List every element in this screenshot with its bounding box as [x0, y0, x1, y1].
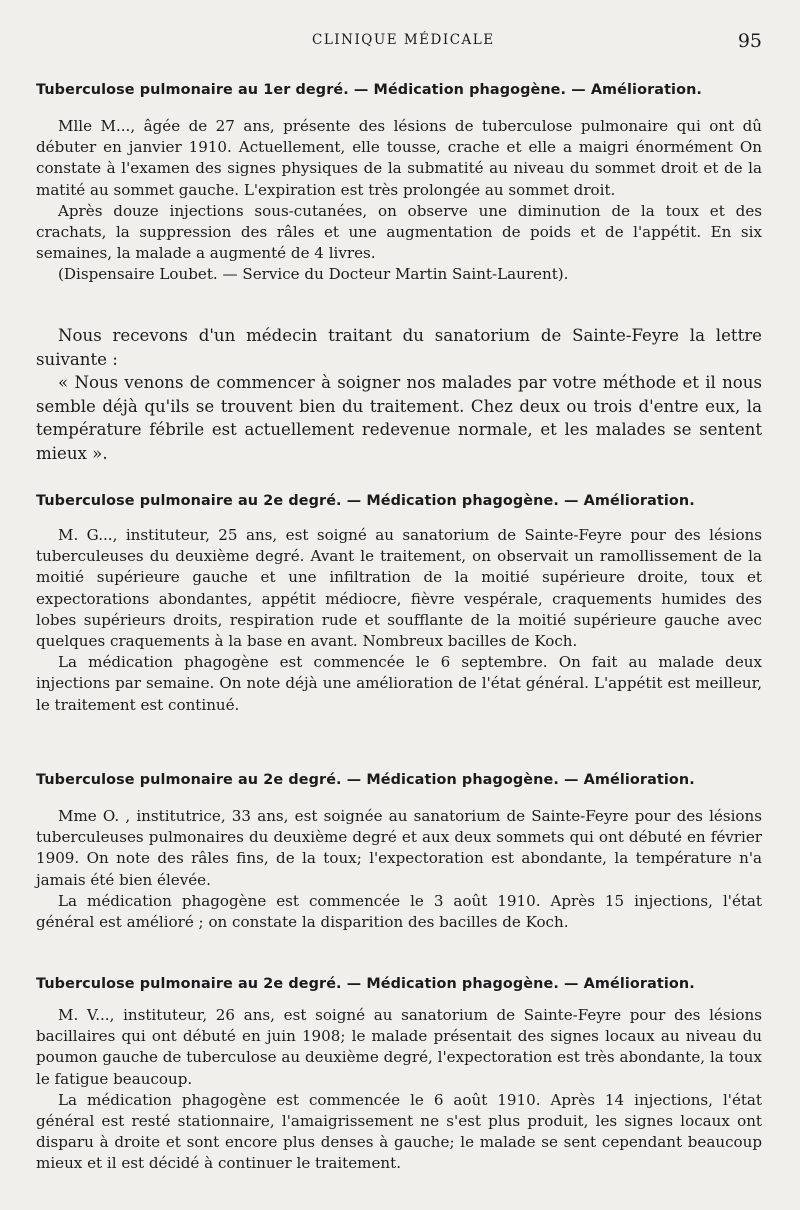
case-3-heading: Tuberculose pulmonaire au 2e degré. — Médication phagogène. — Amélioration.: [36, 772, 695, 788]
case-1-source: (Dispensaire Loubet. — Service du Docteur Martin Saint-Laurent).: [58, 265, 569, 284]
case-3: [36, 770, 762, 791]
letter-section: [36, 324, 762, 466]
running-head: [0, 30, 800, 54]
case-4-body: [36, 1005, 762, 1175]
case-3-body: [36, 806, 762, 933]
case-1-body: [36, 116, 762, 286]
case-4-paragraph-1: M. V..., instituteur, 26 ans, est soigné au sanatorium de Sainte-Feyre pour des lésions bacillaires qui ont débuté en juin 1908; le malade présentait des signes locaux au niveau du poumon gauche de tuberculose au deuxième degré, l'expectoration est très abondante, la toux le fatigue beaucoup.: [36, 1006, 762, 1088]
case-3-paragraph-1: Mme O. , institutrice, 33 ans, est soignée au sanatorium de Sainte-Feyre pour des lésions tuberculeuses pulmonaires du deuxième degré et aux deux sommets qui ont débuté en février 1909. On note des râles fins, de la toux; l'expectoration est abondante, la température n'a jamais été bien élevée.: [36, 807, 762, 889]
case-1-paragraph-2: Après douze injections sous-cutanées, on observe une diminution de la toux et des crachats, la suppression des râles et une augmentation de poids et de l'appétit. En six semaines, la malade a augmenté de 4 livres.: [36, 201, 762, 263]
letter-intro: Nous recevons d'un médecin traitant du sanatorium de Sainte-Feyre la lettre suivante :: [36, 326, 762, 369]
letter-quote: « Nous venons de commencer à soigner nos malades par votre méthode et il nous semble déjà qu'ils se trouvent bien du traitement. Chez deux ou trois d'entre eux, la température fébrile est actuellement redevenue normale, et les malades se sentent mieux ».: [36, 373, 762, 463]
case-1: [36, 80, 762, 101]
case-3-paragraph-2: La médication phagogène est commencée le 3 août 1910. Après 15 injections, l'état général est amélioré ; on constate la disparition des bacilles de Koch.: [36, 891, 762, 932]
case-2-heading: Tuberculose pulmonaire au 2e degré. — Médication phagogène. — Amélioration.: [36, 493, 695, 509]
case-4-heading: Tuberculose pulmonaire au 2e degré. — Médication phagogène. — Amélioration.: [36, 976, 695, 992]
running-title: CLINIQUE MÉDICALE: [312, 32, 495, 48]
case-1-paragraph-1: Mlle M..., âgée de 27 ans, présente des lésions de tuberculose pulmonaire qui ont dû débuter en janvier 1910. Actuellement, elle tousse, crache et elle a maigri énormément On constate à l'examen des signes physiques de la submatité au niveau du sommet droit et de la matité au sommet gauche. L'expiration est très prolongée au sommet droit.: [36, 117, 762, 199]
case-4: [36, 974, 762, 995]
case-2-paragraph-2: La médication phagogène est commencée le 6 septembre. On fait au malade deux injections par semaine. On note déjà une amélioration de l'état général. L'appétit est meilleur, le traitement est continué.: [36, 653, 762, 714]
case-2: [36, 491, 762, 512]
case-2-body: [36, 525, 762, 716]
case-1-heading: Tuberculose pulmonaire au 1er degré. — Médication phagogène. — Amélioration.: [36, 82, 702, 98]
page-number: 95: [737, 30, 762, 52]
case-2-paragraph-1: M. G..., instituteur, 25 ans, est soigné au sanatorium de Sainte-Feyre pour des lésions tuberculeuses du deuxième degré. Avant le traitement, on observait un ramollissement de la moitié supérieure gauche et une infiltration de la moitié supérieure droite, toux et expectorations abondantes, appétit médiocre, fièvre vespérale, craquements humides des lobes supérieurs droits, respiration rude et soufflante de la moitié supérieure gauche avec quelques craquements à la base en avant. Nombreux bacilles de Koch.: [36, 526, 762, 651]
case-4-paragraph-2: La médication phagogène est commencée le 6 août 1910. Après 14 injections, l'état général est resté stationnaire, l'amaigrissement ne s'est plus produit, les signes locaux ont disparu à droite et sont encore plus denses à gauche; le malade se sent cependant beaucoup mieux et il est décidé à continuer le traitement.: [36, 1090, 762, 1173]
